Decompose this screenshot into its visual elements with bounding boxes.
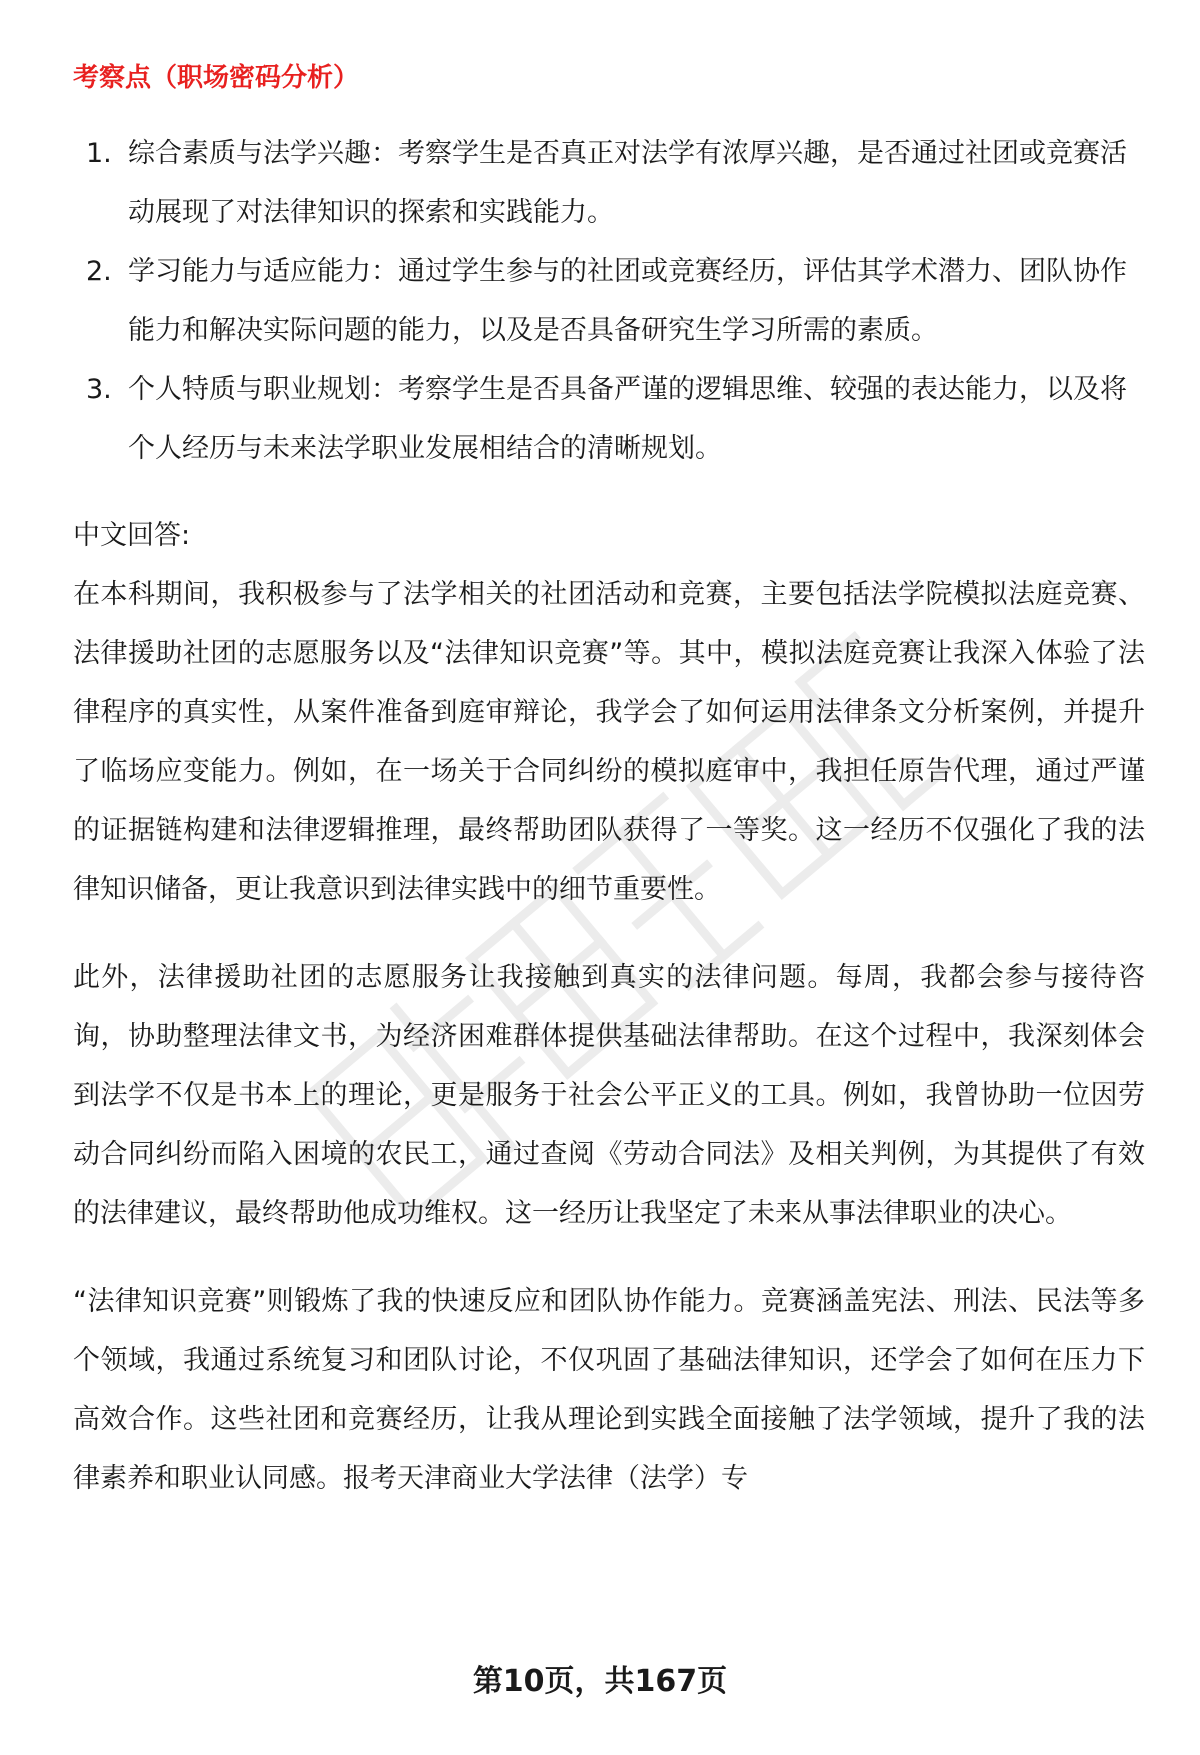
assessment-point xyxy=(73,360,1145,478)
assessment-points-list xyxy=(73,124,1145,478)
answer-paragraph: 此外，法律援助社团的志愿服务让我接触到真实的法律问题。每周，我都会参与接待咨询，协助整理法律文书，为经济困难群体提供基础法律帮助。在这个过程中，我深刻体会到法学不仅是书本上的理论，更是服务于社会公平正义的工具。例如，我曾协助一位因劳动合同纠纷而陷入困境的农民工，通过查阅《劳动合同法》及相关判例，为其提供了有效的法律建议，最终帮助他成功维权。这一经历让我坚定了未来从事法律职业的决心。 xyxy=(73,962,1145,1229)
point-text: 综合素质与法学兴趣：考察学生是否真正对法学有浓厚兴趣，是否通过社团或竞赛活动展现了对法律知识的探索和实践能力。 xyxy=(128,138,1127,228)
point-number: 2. xyxy=(86,256,112,287)
assessment-point xyxy=(73,124,1145,242)
document-page xyxy=(73,58,1145,1508)
point-text: 个人特质与职业规划：考察学生是否具备严谨的逻辑思维、较强的表达能力，以及将个人经历与未来法学职业发展相结合的清晰规划。 xyxy=(128,374,1127,464)
answer-paragraph: “法律知识竞赛”则锻炼了我的快速反应和团队协作能力。竞赛涵盖宪法、刑法、民法等多个领域，我通过系统复习和团队讨论，不仅巩固了基础法律知识，还学会了如何在压力下高效合作。这些社团和竞赛经历，让我从理论到实践全面接触了法学领域，提升了我的法律素养和职业认同感。报考天津商业大学法律（法学）专 xyxy=(73,1286,1145,1494)
assessment-point xyxy=(73,242,1145,360)
point-text: 学习能力与适应能力：通过学生参与的社团或竞赛经历，评估其学术潜力、团队协作能力和解决实际问题的能力，以及是否具备研究生学习所需的素质。 xyxy=(128,256,1127,346)
point-number: 3. xyxy=(86,374,112,405)
page-number-footer: 第10页，共167页 xyxy=(472,1664,728,1699)
section-heading: 考察点（职场密码分析） xyxy=(73,63,360,93)
point-number: 1. xyxy=(86,138,112,169)
answer-paragraph: 在本科期间，我积极参与了法学相关的社团活动和竞赛，主要包括法学院模拟法庭竞赛、法律援助社团的志愿服务以及“法律知识竞赛”等。其中，模拟法庭竞赛让我深入体验了法律程序的真实性，从案件准备到庭审辩论，我学会了如何运用法律条文分析案例，并提升了临场应变能力。例如，在一场关于合同纠纷的模拟庭审中，我担任原告代理，通过严谨的证据链构建和法律逻辑推理，最终帮助团队获得了一等奖。这一经历不仅强化了我的法律知识储备，更让我意识到法律实践中的细节重要性。 xyxy=(73,579,1145,905)
answer-label: 中文回答: xyxy=(73,520,191,551)
